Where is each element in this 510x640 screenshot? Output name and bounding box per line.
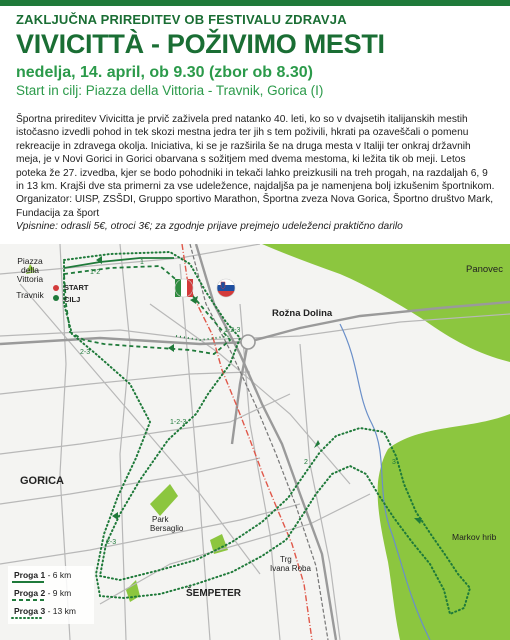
label-trg-2: Ivana Roba xyxy=(270,564,311,573)
organizers-text: Organizator: UISP, ZSŠDI, Gruppo sportivo Marathon, Športna zveza Nova Gorica, Športno društvo Mark, Fundacija za šport xyxy=(16,194,494,219)
label-rozna-dolina: Rožna Dolina xyxy=(272,308,333,319)
legend-proga-3: Proga 3 - 13 km xyxy=(14,606,76,616)
start-marker xyxy=(53,285,59,291)
forest-bottom-right xyxy=(378,414,510,640)
slovenia-flag-icon xyxy=(217,279,235,297)
route-mark-2: 2 xyxy=(304,459,308,466)
legend-proga-2: Proga 2 - 9 km xyxy=(14,588,72,598)
roundabout xyxy=(241,335,255,349)
label-gorica: GORICA xyxy=(20,475,64,487)
route-mark-2-3: 2-3 xyxy=(80,349,91,356)
route-mark-1-2-3: 1-2-3 xyxy=(224,327,241,334)
route-mark-2-3-b: 2-3 xyxy=(106,539,117,546)
label-park-1: Park xyxy=(152,515,169,524)
label-cilj: CILJ xyxy=(64,295,81,304)
route-mark-1: 1 xyxy=(140,259,144,266)
label-park-2: Bersaglio xyxy=(150,524,184,533)
label-piazza-3: Vittoria xyxy=(16,274,44,284)
event-description xyxy=(16,113,498,234)
label-start: START xyxy=(64,283,89,292)
finish-marker xyxy=(53,295,59,301)
event-kicker: ZAKLJUČNA PRIREDITEV OB FESTIVALU ZDRAVJA xyxy=(16,12,347,27)
description-text: Športna prireditev Vivicitta je prvič zaživela pred natanko 40. leti, ko so v dvajsetih italijanskih mestih istočasno izvedli pohod in tek skozi mestna jedra ter jih s tem poživili, hkrati pa ozaveščali o pomenu rekreacije in zdravega okolja. Iniciativa, ki se je razširila še na druga mesta v Italiji ter onkraj državnih meja, je v Novi Gorici in Gorici obarvana s sožitjem med dvema mestoma, ki ležita tik ob meji. Letos poteka že 27. izvedba, kjer se bodo pohodniki in tekači lahko preizkusili na treh progah, na razdaljah 6, 9 in 13 km. Krajši dve sta primerni za vse udeležence, najdaljša pa je namenjena bolj izkušenim športnikom. xyxy=(16,114,495,193)
route-mark-1-2: 1-2 xyxy=(90,269,101,276)
label-piazza-2: della xyxy=(21,265,39,275)
italy-flag-icon xyxy=(175,279,193,297)
label-sempeter: ŠEMPETER xyxy=(186,588,242,599)
label-travnik: Travnik xyxy=(16,290,44,300)
event-header xyxy=(16,12,498,99)
route-mark-1-2-3-b: 1-2-3 xyxy=(170,419,187,426)
event-date: nedelja, 14. april, ob 9.30 (zbor ob 8.30) xyxy=(16,64,313,81)
label-piazza-1: Piazza xyxy=(17,256,43,266)
label-markov-hrib: Markov hrib xyxy=(452,532,497,542)
route-map xyxy=(0,244,510,640)
event-title: VIVICITTÀ - POŽIVIMO MESTI xyxy=(16,29,385,59)
label-panovec: Panovec xyxy=(466,264,503,275)
top-accent-bar xyxy=(0,0,510,6)
fees-text: Vpisnine: odrasli 5€, otroci 3€; za zgodnje prijave prejmejo udeleženci praktično darilo xyxy=(16,221,403,233)
event-location: Start in cilj: Piazza della Vittoria - Travnik, Gorica (I) xyxy=(16,83,324,98)
legend-proga-1: Proga 1 - 6 km xyxy=(14,570,72,580)
route-legend xyxy=(8,566,94,624)
label-trg-1: Trg xyxy=(280,555,292,564)
route-mark-3: 3 xyxy=(392,459,396,466)
